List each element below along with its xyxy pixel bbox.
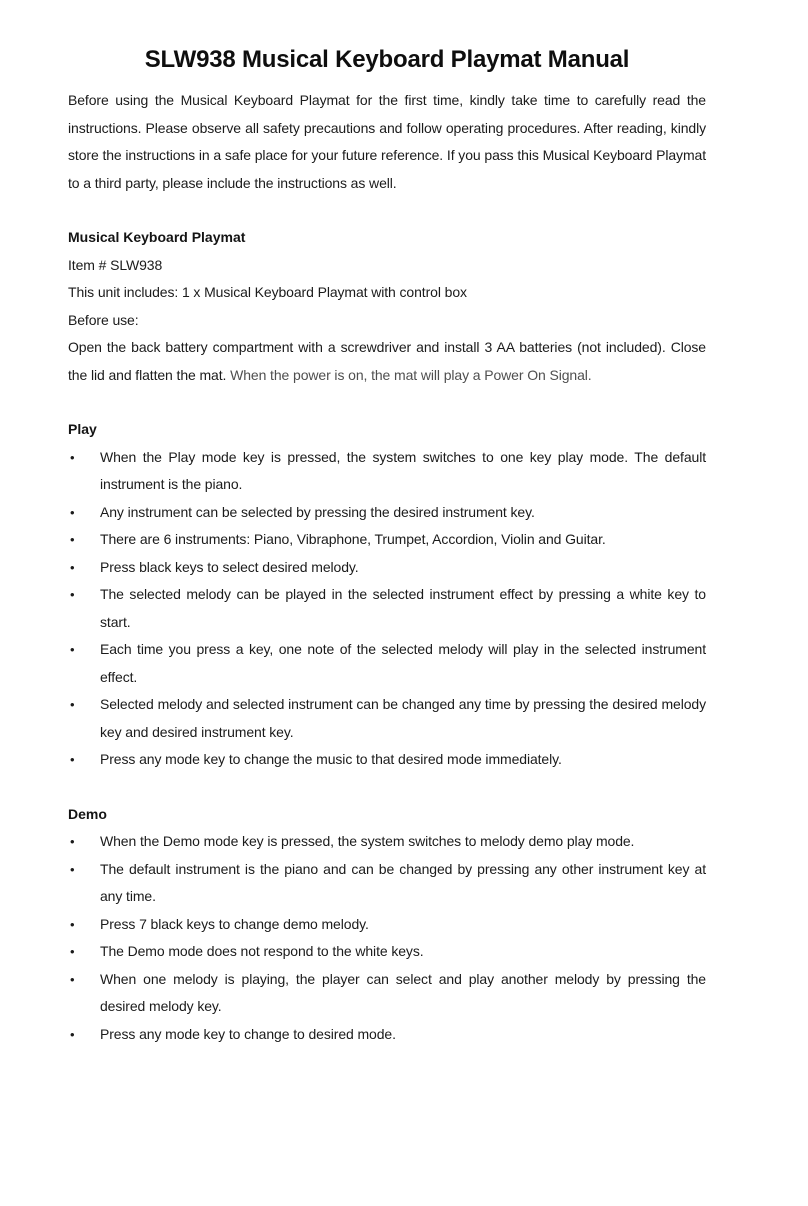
play-heading: Play bbox=[68, 421, 97, 437]
bullet-icon: • bbox=[70, 697, 75, 712]
bullet-icon: • bbox=[70, 861, 75, 877]
bullet-text: When the Demo mode key is pressed, the system switches to melody demo play mode. bbox=[100, 833, 635, 849]
bullet-item bbox=[68, 554, 706, 582]
bullet-icon: • bbox=[70, 642, 75, 657]
bullet-text: The default instrument is the piano and can be changed by pressing any other instrument key at any time. bbox=[100, 860, 706, 904]
bullet-text: Press 7 black keys to change demo melody. bbox=[100, 915, 369, 932]
bullet-text: When one melody is playing, the player can select and play another melody by pressing the desired melody key. bbox=[100, 970, 706, 1014]
product-heading: Musical Keyboard Playmat bbox=[68, 229, 246, 245]
bullet-item bbox=[68, 1021, 706, 1049]
bullet-icon: • bbox=[70, 504, 75, 520]
bullet-text: The selected melody can be played in the selected instrument effect by pressing a white key to start. bbox=[100, 586, 706, 630]
bullet-text: Each time you press a key, one note of the selected melody will play in the selected instrument effect. bbox=[100, 641, 706, 685]
bullet-item bbox=[68, 581, 706, 636]
power-on-note: When the power is on, the mat will play a Power On Signal. bbox=[230, 366, 592, 383]
bullet-text: Press black keys to select desired melody. bbox=[100, 558, 359, 575]
bullet-icon: • bbox=[70, 971, 75, 987]
page-title: SLW938 Musical Keyboard Playmat Manual bbox=[144, 46, 630, 73]
bullet-icon: • bbox=[70, 559, 75, 575]
bullet-item bbox=[68, 444, 706, 499]
bullet-icon: • bbox=[70, 834, 75, 849]
bullet-text: There are 6 instruments: Piano, Vibraphone, Trumpet, Accordion, Violin and Guitar. bbox=[100, 531, 606, 547]
bullet-item bbox=[68, 691, 706, 746]
bullet-item bbox=[68, 828, 706, 856]
bullet-icon: • bbox=[70, 1026, 75, 1042]
bullet-text: When the Play mode key is pressed, the system switches to one key play mode. The default instrument is the piano. bbox=[100, 448, 706, 492]
bullet-item bbox=[68, 966, 706, 1021]
battery-paragraph bbox=[68, 334, 706, 389]
intro-paragraph: Before using the Musical Keyboard Playmat for the first time, kindly take time to carefully read the instructions. Please observe all safety precautions and follow operating procedures. After reading, kindly store the instructions in a safe place for your future reference. If you pass this Musical Keyboard Playmat to a third party, please include the instructions as well. bbox=[68, 92, 706, 191]
bullet-item bbox=[68, 911, 706, 939]
unit-includes: This unit includes: 1 x Musical Keyboard Playmat with control box bbox=[68, 284, 467, 300]
bullet-item bbox=[68, 746, 706, 774]
bullet-icon: • bbox=[70, 916, 75, 932]
battery-instructions: Open the back battery compartment with a screwdriver and install 3 AA batteries (not included). Close the lid and flatten the mat. bbox=[68, 339, 706, 383]
before-use-label: Before use: bbox=[68, 311, 139, 328]
bullet-icon: • bbox=[70, 449, 75, 465]
bullet-text: Selected melody and selected instrument can be changed any time by pressing the desired melody key and desired instrument key. bbox=[100, 696, 706, 740]
play-bullet-list bbox=[68, 444, 706, 774]
bullet-text: The Demo mode does not respond to the white keys. bbox=[100, 943, 424, 959]
bullet-item bbox=[68, 636, 706, 691]
bullet-text: Press any mode key to change the music to that desired mode immediately. bbox=[100, 751, 562, 767]
bullet-text: Press any mode key to change to desired mode. bbox=[100, 1025, 396, 1042]
bullet-icon: • bbox=[70, 944, 75, 959]
bullet-icon: • bbox=[70, 587, 75, 602]
bullet-icon: • bbox=[70, 752, 75, 767]
bullet-icon: • bbox=[70, 532, 75, 547]
page-content bbox=[68, 0, 706, 1048]
bullet-item bbox=[68, 856, 706, 911]
bullet-item bbox=[68, 526, 706, 554]
demo-bullet-list bbox=[68, 828, 706, 1048]
bullet-item bbox=[68, 938, 706, 966]
bullet-item bbox=[68, 499, 706, 527]
bullet-text: Any instrument can be selected by pressing the desired instrument key. bbox=[100, 503, 535, 520]
demo-heading: Demo bbox=[68, 805, 107, 822]
item-number: Item # SLW938 bbox=[68, 256, 163, 273]
